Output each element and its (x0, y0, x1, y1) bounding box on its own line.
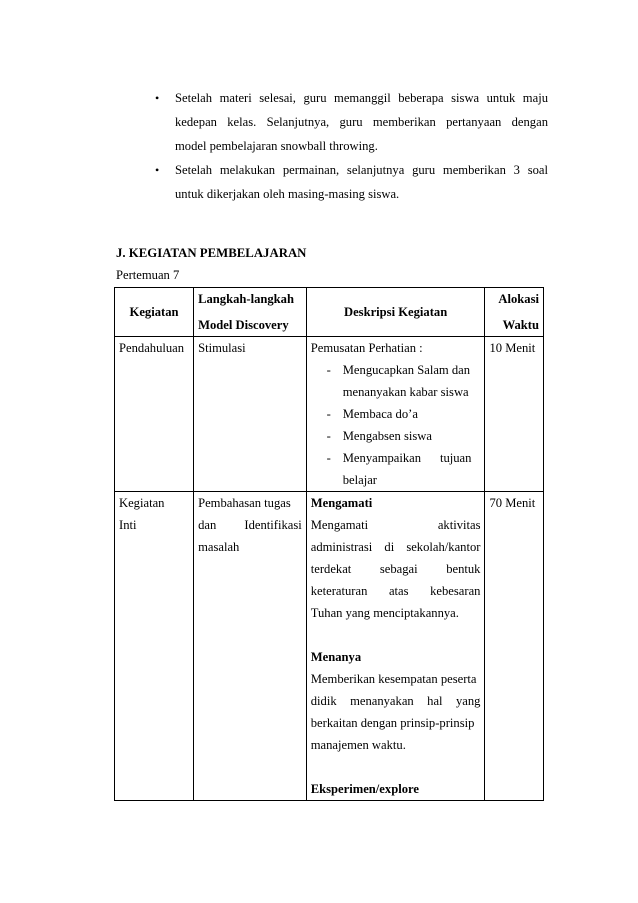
cell-line: Pembahasan tugas (198, 496, 291, 510)
bullet-line: Setelah materi selesai, guru memanggil beberapa siswa untuk maju (175, 91, 548, 105)
dash-line: belajar (342, 473, 377, 487)
word: menanyakan (350, 694, 414, 708)
dash-marker: - (326, 451, 331, 465)
cell-line: Inti (119, 518, 137, 532)
word: kebesaran (430, 584, 481, 598)
word: sekolah/kantor (406, 540, 481, 554)
desc-line: Tuhan yang menciptakannya. (310, 606, 459, 620)
mengamati-title: Mengamati (310, 496, 373, 510)
header-langkah (194, 288, 307, 337)
header-alokasi-line: Waktu (502, 318, 539, 332)
dash-item (311, 359, 481, 403)
header-alokasi-line: Alokasi (498, 292, 539, 306)
desc-line (311, 514, 481, 536)
meeting-label: Pertemuan 7 (116, 268, 180, 282)
dash-line: Mengabsen siswa (342, 429, 432, 443)
dash-item (311, 425, 481, 447)
bullet-line: untuk dikerjakan oleh masing-masing siswa. (175, 187, 400, 201)
cell-deskripsi (306, 337, 485, 492)
header-langkah-line: Model Discovery (198, 318, 289, 332)
word: terdekat (310, 562, 352, 576)
word: didik (310, 694, 337, 708)
desc-line (311, 690, 481, 712)
bullet-list (155, 86, 548, 206)
section-title: J. KEGIATAN PEMBELAJARAN (116, 246, 307, 260)
word: di (384, 540, 395, 554)
word: atas (388, 584, 409, 598)
bullet-item (155, 86, 548, 158)
cell-line: masalah (198, 540, 240, 554)
word: administrasi (310, 540, 373, 554)
header-deskripsi: Deskripsi Kegiatan (306, 288, 485, 337)
cell-kegiatan (115, 492, 194, 801)
blank-line (311, 756, 481, 778)
bullet-item (155, 158, 548, 206)
dash-line: menanyakan kabar siswa (342, 385, 469, 399)
dash-line: Mengucapkan Salam dan (342, 363, 471, 377)
dash-line: Membaca do’a (342, 407, 418, 421)
desc-line: Memberikan kesempatan peserta (310, 672, 477, 686)
menanya-title: Menanya (310, 650, 362, 664)
blank-line (311, 624, 481, 646)
dash-line: Menyampaikan tujuan (342, 451, 472, 465)
word: bentuk (446, 562, 481, 576)
bullet-line: model pembelajaran snowball throwing. (175, 139, 378, 153)
table-row (115, 492, 544, 801)
desc-line: manajemen waktu. (310, 738, 406, 752)
bullet-dot-icon: • (155, 163, 160, 177)
bullet-line: Setelah melakukan permainan, selanjutnya guru memberikan 3 soal (175, 163, 548, 177)
cell-line (198, 514, 302, 536)
desc-line (311, 536, 481, 558)
cell-langkah: Stimulasi (194, 337, 307, 492)
dash-marker: - (326, 407, 331, 421)
word: Identifikasi (244, 518, 302, 532)
word: yang (455, 694, 481, 708)
word: keteraturan (310, 584, 368, 598)
desc-line (311, 558, 481, 580)
cell-waktu: 10 Menit (485, 337, 544, 492)
desc-line: berkaitan dengan prinsip-prinsip (310, 716, 475, 730)
dash-item (311, 403, 481, 425)
dash-marker: - (326, 363, 331, 377)
header-alokasi (485, 288, 544, 337)
activity-table (114, 287, 544, 801)
table-header-row (115, 288, 544, 337)
dash-item (311, 447, 481, 491)
eksperimen-title: Eksperimen/explore (310, 782, 419, 796)
cell-line: Kegiatan (119, 496, 165, 510)
header-langkah-line: Langkah-langkah (198, 292, 294, 306)
word: hal (427, 694, 443, 708)
word: dan (198, 518, 217, 532)
cell-waktu: 70 Menit (485, 492, 544, 801)
word: aktivitas (437, 518, 481, 532)
dash-marker: - (326, 429, 331, 443)
cell-langkah (194, 492, 307, 801)
bullet-line: kedepan kelas. Selanjutnya, guru memberikan pertanyaan dengan (175, 115, 548, 129)
header-kegiatan: Kegiatan (115, 288, 194, 337)
cell-kegiatan: Pendahuluan (115, 337, 194, 492)
word: Mengamati (310, 518, 369, 532)
desc-line (311, 580, 481, 602)
desc-title: Pemusatan Perhatian : (310, 341, 423, 355)
table-row (115, 337, 544, 492)
word: sebagai (379, 562, 418, 576)
bullet-dot-icon: • (155, 91, 160, 105)
cell-deskripsi (306, 492, 485, 801)
